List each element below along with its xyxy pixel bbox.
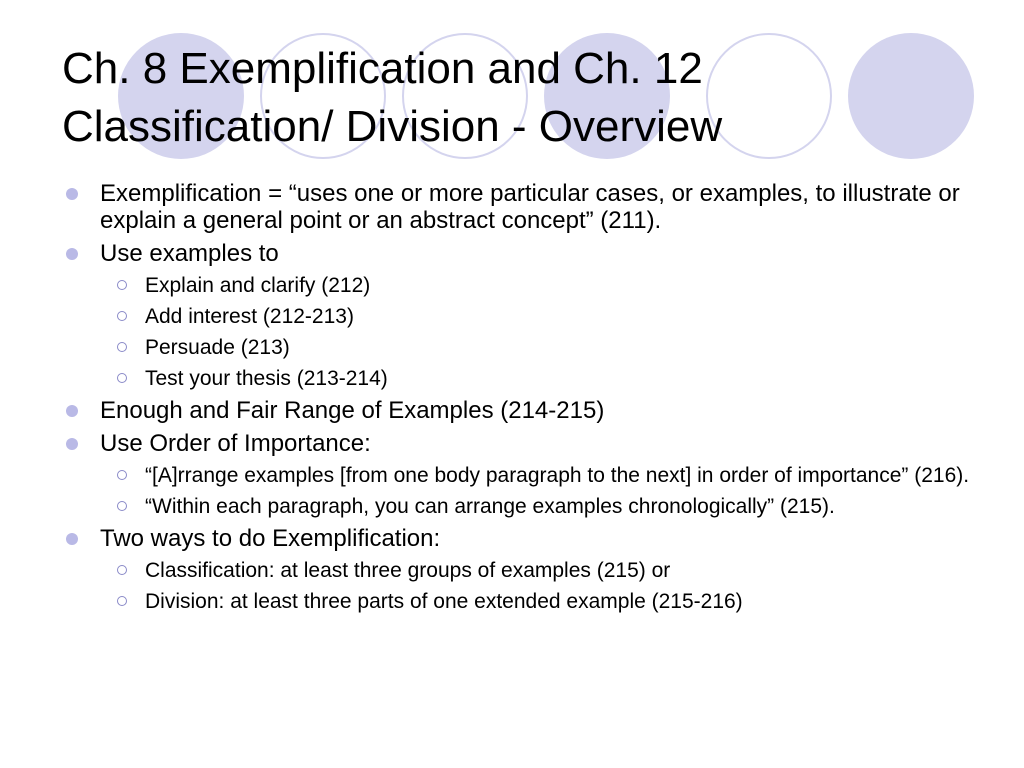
bullet-item: [62, 525, 972, 552]
sub-bullet-text: Add interest (212-213): [145, 305, 354, 328]
title-line-1: Ch. 8 Exemplification and Ch. 12: [62, 44, 703, 93]
sub-bullet-text: “[A]rrange examples [from one body paragraph to the next] in order of importance” (216).: [145, 464, 970, 487]
hollow-circle-bullet-icon: [117, 342, 127, 352]
bullet-dot-icon: [66, 533, 78, 545]
sub-bullet-item: [62, 336, 972, 360]
sub-bullet-text: “Within each paragraph, you can arrange examples chronologically” (215).: [145, 495, 835, 518]
hollow-circle-bullet-icon: [117, 501, 127, 511]
title-line-2: Classification/ Division - Overview: [62, 102, 723, 151]
bullet-dot-icon: [66, 405, 78, 417]
sub-bullet-item: [62, 464, 972, 488]
bullet-list: [62, 180, 972, 614]
sub-bullet-item: [62, 305, 972, 329]
bullet-item: [62, 180, 972, 234]
bullet-dot-icon: [66, 438, 78, 450]
sub-bullet-text: Division: at least three parts of one extended example (215-216): [145, 590, 743, 613]
sub-bullet-item: [62, 367, 972, 391]
sub-bullet-item: [62, 590, 972, 614]
bullet-dot-icon: [66, 188, 78, 200]
bullet-text: Two ways to do Exemplification:: [100, 525, 441, 552]
bullet-text: Use Order of Importance:: [100, 430, 371, 457]
slide-title: [62, 40, 992, 156]
hollow-circle-bullet-icon: [117, 311, 127, 321]
bullet-item: [62, 240, 972, 267]
bullet-item: [62, 430, 972, 457]
bullet-text: Use examples to: [100, 240, 279, 267]
hollow-circle-bullet-icon: [117, 373, 127, 383]
sub-bullet-text: Persuade (213): [145, 336, 290, 359]
hollow-circle-bullet-icon: [117, 565, 127, 575]
bullet-text: Exemplification = “uses one or more particular cases, or examples, to illustrate or explain a general point or an abstract concept” (211).: [100, 180, 960, 234]
sub-bullet-item: [62, 495, 972, 519]
sub-bullet-text: Explain and clarify (212): [145, 274, 371, 297]
sub-bullet-item: [62, 274, 972, 298]
hollow-circle-bullet-icon: [117, 596, 127, 606]
bullet-dot-icon: [66, 248, 78, 260]
bullet-text: Enough and Fair Range of Examples (214-215): [100, 397, 605, 424]
bullet-item: [62, 397, 972, 424]
sub-bullet-text: Classification: at least three groups of examples (215) or: [145, 559, 671, 582]
hollow-circle-bullet-icon: [117, 470, 127, 480]
hollow-circle-bullet-icon: [117, 280, 127, 290]
sub-bullet-text: Test your thesis (213-214): [145, 367, 388, 390]
sub-bullet-item: [62, 559, 972, 583]
